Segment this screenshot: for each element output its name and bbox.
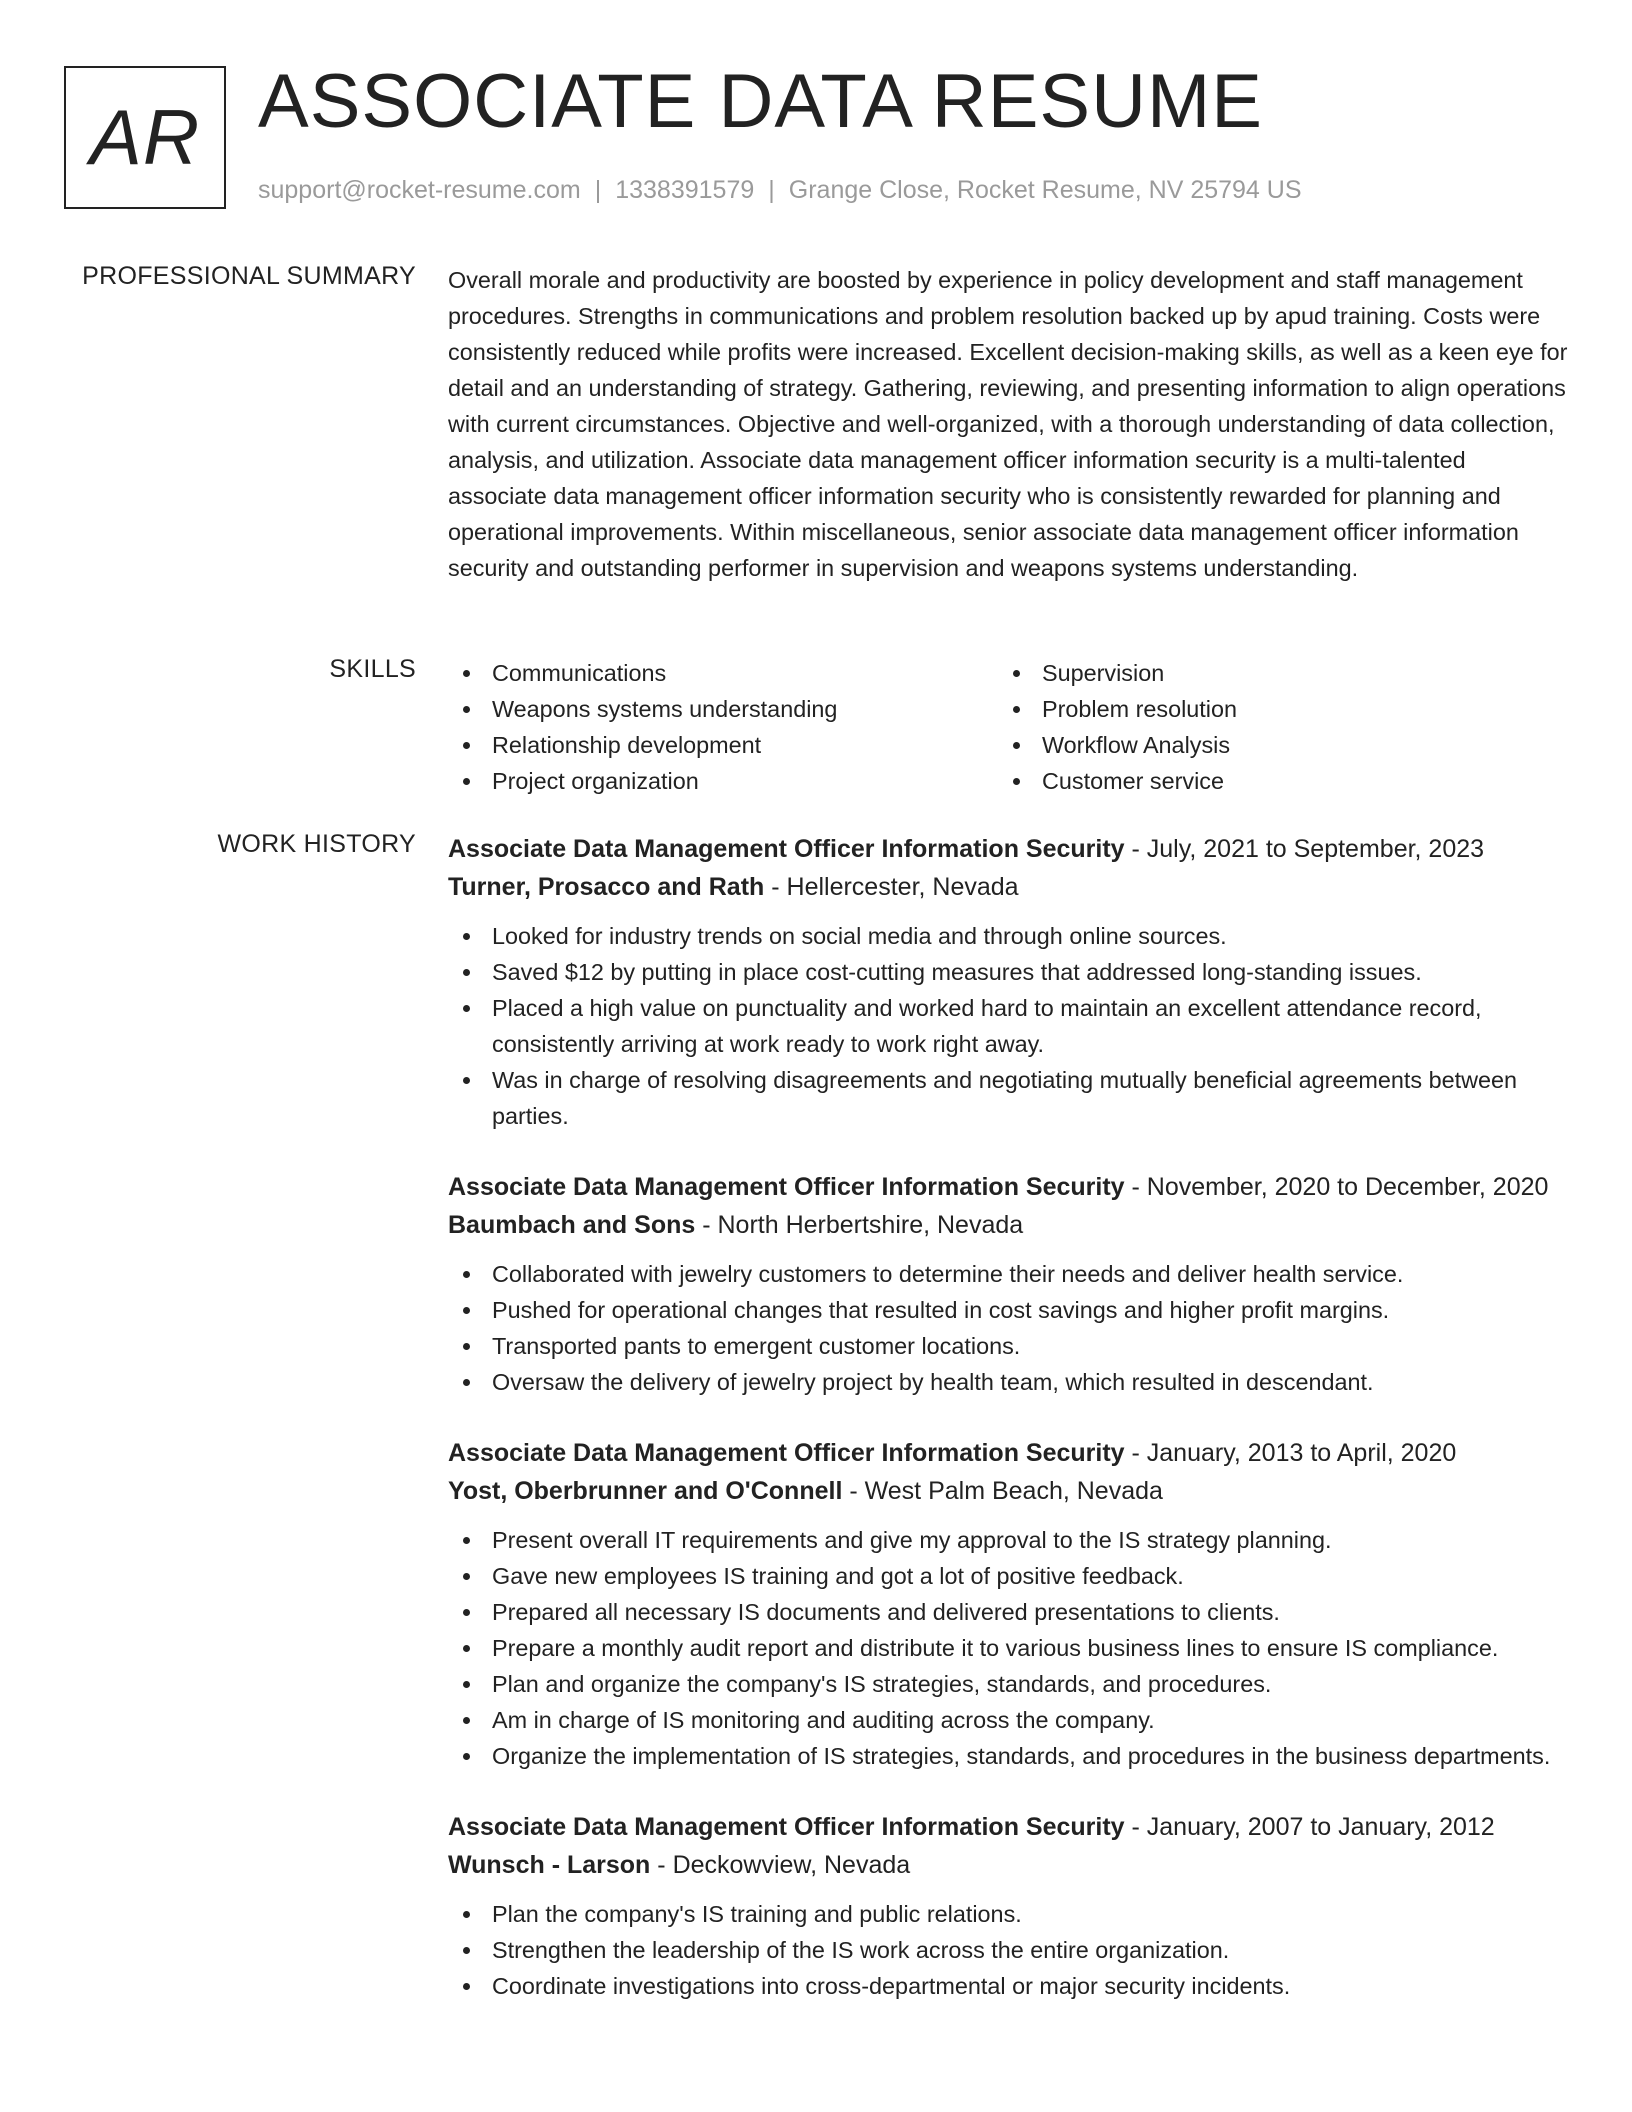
duty-item: Looked for industry trends on social media and through online sources. [448, 918, 1568, 954]
duty-item: Present overall IT requirements and give my approval to the IS strategy planning. [448, 1522, 1568, 1558]
section-label-summary: PROFESSIONAL SUMMARY [82, 262, 416, 290]
duty-item: Oversaw the delivery of jewelry project by health team, which resulted in descendant. [448, 1364, 1568, 1400]
monogram-initials: AR [89, 93, 201, 181]
duty-item: Plan and organize the company's IS strategies, standards, and procedures. [448, 1666, 1568, 1702]
job-dates: July, 2021 to September, 2023 [1146, 835, 1485, 863]
section-label-work-history: WORK HISTORY [217, 830, 416, 858]
company-location: Hellercester, Nevada [786, 873, 1019, 901]
skill-item: Relationship development [448, 727, 998, 763]
work-history-body [448, 830, 1568, 2038]
duty-item: Strengthen the leadership of the IS work across the entire organization. [448, 1932, 1568, 1968]
duty-item: Pushed for operational changes that resulted in cost savings and higher profit margins. [448, 1292, 1568, 1328]
job-duties [448, 1256, 1568, 1400]
job-entry [448, 1168, 1568, 1400]
company-location: North Herbertshire, Nevada [717, 1211, 1024, 1239]
duty-item: Plan the company's IS training and public relations. [448, 1896, 1568, 1932]
contact-line [258, 176, 1302, 205]
duty-item: Gave new employees IS training and got a lot of positive feedback. [448, 1558, 1568, 1594]
duty-item: Am in charge of IS monitoring and auditing across the company. [448, 1702, 1568, 1738]
contact-address: Grange Close, Rocket Resume, NV 25794 US [788, 176, 1302, 204]
job-title-line: Associate Data Management Officer Information Security - November, 2020 to December, 2020 [448, 1173, 1549, 1201]
company-line: Baumbach and Sons - North Herbertshire, Nevada [448, 1211, 1024, 1239]
contact-email[interactable]: support@rocket-resume.com [258, 176, 581, 204]
skills-grid [448, 655, 1568, 799]
company-line: Yost, Oberbrunner and O'Connell - West Palm Beach, Nevada [448, 1477, 1163, 1505]
duty-item: Prepared all necessary IS documents and delivered presentations to clients. [448, 1594, 1568, 1630]
skills-list-right [998, 655, 1548, 799]
contact-separator: | [594, 176, 602, 204]
contact-separator: | [768, 176, 775, 204]
duty-item: Was in charge of resolving disagreements and negotiating mutually beneficial agreements between parties. [448, 1062, 1568, 1134]
resume-title: ASSOCIATE DATA RESUME [258, 59, 1263, 144]
job-duties [448, 1522, 1568, 1774]
company-line: Turner, Prosacco and Rath - Hellercester, Nevada [448, 873, 1019, 901]
job-entry [448, 830, 1568, 1134]
company-name: Yost, Oberbrunner and O'Connell [448, 1477, 843, 1505]
skills-body [448, 655, 1568, 799]
job-dates: January, 2013 to April, 2020 [1146, 1439, 1457, 1467]
job-title: Associate Data Management Officer Information Security [448, 1173, 1125, 1201]
job-title-line: Associate Data Management Officer Information Security - January, 2013 to April, 2020 [448, 1439, 1457, 1467]
duty-item: Saved $12 by putting in place cost-cutting measures that addressed long-standing issues. [448, 954, 1568, 990]
job-entry [448, 1434, 1568, 1774]
job-title: Associate Data Management Officer Information Security [448, 835, 1125, 863]
skill-item: Customer service [998, 763, 1548, 799]
skill-item: Problem resolution [998, 691, 1548, 727]
skill-item: Project organization [448, 763, 998, 799]
company-location: West Palm Beach, Nevada [864, 1477, 1163, 1505]
skill-item: Weapons systems understanding [448, 691, 998, 727]
skill-item: Workflow Analysis [998, 727, 1548, 763]
skills-list-left [448, 655, 998, 799]
monogram-box [64, 66, 226, 209]
job-title: Associate Data Management Officer Information Security [448, 1813, 1125, 1841]
company-location: Deckowview, Nevada [672, 1851, 911, 1879]
skill-item: Communications [448, 655, 998, 691]
job-title-line: Associate Data Management Officer Information Security - July, 2021 to September, 2023 [448, 835, 1485, 863]
skill-item: Supervision [998, 655, 1548, 691]
duty-item: Transported pants to emergent customer locations. [448, 1328, 1568, 1364]
duty-item: Coordinate investigations into cross-departmental or major security incidents. [448, 1968, 1568, 2004]
duty-item: Organize the implementation of IS strategies, standards, and procedures in the business departments. [448, 1738, 1568, 1774]
company-name: Turner, Prosacco and Rath [448, 873, 765, 901]
job-duties [448, 1896, 1568, 2004]
job-title-line: Associate Data Management Officer Information Security - January, 2007 to January, 2012 [448, 1813, 1495, 1841]
job-dates: January, 2007 to January, 2012 [1146, 1813, 1495, 1841]
company-name: Wunsch - Larson [448, 1851, 651, 1879]
job-duties [448, 918, 1568, 1134]
section-label-skills: SKILLS [329, 655, 416, 683]
job-dates: November, 2020 to December, 2020 [1146, 1173, 1549, 1201]
job-entry [448, 1808, 1568, 2004]
company-name: Baumbach and Sons [448, 1211, 696, 1239]
job-title: Associate Data Management Officer Information Security [448, 1439, 1125, 1467]
duty-item: Collaborated with jewelry customers to determine their needs and deliver health service. [448, 1256, 1568, 1292]
duty-item: Prepare a monthly audit report and distribute it to various business lines to ensure IS compliance. [448, 1630, 1568, 1666]
summary-text: Overall morale and productivity are boosted by experience in policy development and staff management procedures. Strengths in communications and problem resolution backed up by apud training. Costs were consistently reduced while profits were increased. Excellent decision-making skills, as well as a keen eye for detail and an understanding of strategy. Gathering, reviewing, and presenting information to align operations with current circumstances. Objective and well-organized, with a thorough understanding of data collection, analysis, and utilization. Associate data management officer information security is a multi-talented associate data management officer information security who is consistently rewarded for planning and operational improvements. Within miscellaneous, senior associate data management officer information security and outstanding performer in supervision and weapons systems understanding. [448, 267, 1568, 581]
contact-phone[interactable]: 1338391579 [615, 176, 755, 204]
duty-item: Placed a high value on punctuality and worked hard to maintain an excellent attendance record, consistently arriving at work ready to work right away. [448, 990, 1568, 1062]
company-line: Wunsch - Larson - Deckowview, Nevada [448, 1851, 911, 1879]
